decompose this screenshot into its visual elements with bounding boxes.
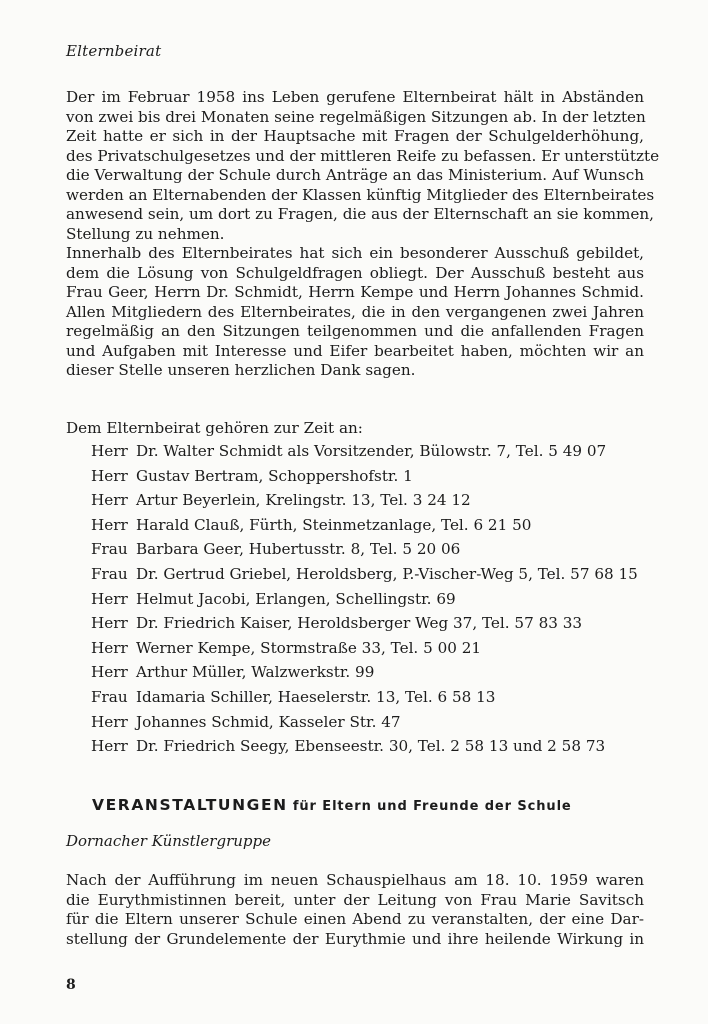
member-title: Herr	[91, 466, 128, 485]
text-line: Innerhalb des Elternbeirates hat sich ein besonderer Ausschuß gebildet,	[66, 244, 644, 262]
member-details: Werner Kempe, Stormstraße 33, Tel. 5 00 21	[136, 638, 482, 657]
member-title: Herr	[91, 442, 128, 460]
list-item	[91, 660, 638, 685]
list-item	[91, 537, 638, 562]
list-item	[91, 464, 638, 489]
page-number: 8	[66, 977, 76, 993]
list-item	[91, 636, 638, 661]
list-item	[91, 562, 638, 587]
member-title: Herr	[91, 712, 128, 731]
member-details: Idamaria Schiller, Haeselerstr. 13, Tel. 6 58 13	[136, 687, 496, 706]
text-line: dieser Stelle unseren herzlichen Dank sagen.	[66, 361, 416, 379]
members-list	[91, 439, 638, 759]
members-intro: Dem Elternbeirat gehören zur Zeit an:	[66, 419, 363, 437]
text-line: Zeit hatte er sich in der Hauptsache mit Fragen der Schulgelderhöhung,	[66, 127, 644, 145]
list-item	[91, 685, 638, 710]
text-line: die Verwaltung der Schule durch Anträge an das Ministerium. Auf Wunsch	[66, 166, 644, 184]
text-line: dem die Lösung von Schulgeldfragen obliegt. Der Ausschuß besteht aus	[66, 263, 644, 282]
member-details: Artur Beyerlein, Krelingstr. 13, Tel. 3 24 12	[136, 491, 471, 510]
text-line: des Privatschulgesetzes und der mittleren Reife zu befassen. Er unterstützte	[66, 146, 660, 165]
member-title: Herr	[91, 663, 128, 682]
member-title: Frau	[91, 564, 128, 583]
member-details: Dr. Walter Schmidt als Vorsitzender, Bülowstr. 7, Tel. 5 49 07	[136, 442, 607, 460]
section-title-main: VERANSTALTUNGEN	[92, 796, 288, 814]
member-details: Barbara Geer, Hubertusstr. 8, Tel. 5 20 06	[136, 540, 461, 559]
paragraph-dornacher	[66, 871, 644, 949]
text-line: und Aufgaben mit Interesse und Eifer bearbeitet haben, möchten wir an	[66, 341, 644, 360]
section-title-rest: für Eltern und Freunde der Schule	[292, 799, 572, 814]
text-line: regelmäßig an den Sitzungen teilgenommen und die anfallenden Fragen	[66, 322, 644, 340]
paragraph-elternbeirat	[66, 88, 660, 381]
member-title: Herr	[91, 491, 128, 510]
member-details: Gustav Bertram, Schoppershofstr. 1	[136, 466, 413, 485]
text-line: von zwei bis drei Monaten seine regelmäßigen Sitzungen ab. In der letzten	[66, 107, 646, 126]
list-item	[91, 513, 638, 538]
list-item	[91, 734, 638, 759]
member-title: Herr	[91, 515, 128, 534]
member-title: Frau	[91, 687, 128, 706]
text-line: Frau Geer, Herrn Dr. Schmidt, Herrn Kempe und Herrn Johannes Schmid.	[66, 283, 644, 301]
member-title: Herr	[91, 589, 128, 608]
member-details: Dr. Friedrich Seegy, Ebenseestr. 30, Tel. 2 58 13 und 2 58 73	[136, 737, 606, 756]
text-line: Stellung zu nehmen.	[66, 224, 225, 243]
member-title: Herr	[91, 638, 128, 657]
text-line: Allen Mitgliedern des Elternbeirates, die in den vergangenen zwei Jahren	[66, 302, 644, 321]
text-line: für die Eltern unserer Schule einen Abend zu veranstalten, der eine Dar-	[66, 910, 644, 928]
member-details: Harald Clauß, Fürth, Steinmetzanlage, Tel. 6 21 50	[136, 515, 532, 534]
list-item	[91, 587, 638, 612]
member-title: Herr	[91, 614, 128, 633]
text-line: Nach der Aufführung im neuen Schauspielhaus am 18. 10. 1959 waren	[66, 871, 644, 889]
text-line: werden an Elternabenden der Klassen künftig Mitglieder des Elternbeirates	[66, 185, 655, 204]
list-item	[91, 710, 638, 735]
text-line: die Eurythmistinnen bereit, unter der Leitung von Frau Marie Savitsch	[66, 890, 644, 909]
list-item	[91, 439, 638, 464]
section-heading-elternbeirat: Elternbeirat	[66, 42, 162, 60]
member-details: Arthur Müller, Walzwerkstr. 99	[136, 663, 375, 682]
member-title: Frau	[91, 540, 128, 559]
text-line: Der im Februar 1958 ins Leben gerufene Elternbeirat hält in Abständen	[66, 88, 644, 106]
section-title-veranstaltungen	[92, 795, 572, 814]
text-line: stellung der Grundelemente der Eurythmie und ihre heilende Wirkung in	[66, 929, 644, 948]
member-details: Dr. Gertrud Griebel, Heroldsberg, P.-Vischer-Weg 5, Tel. 57 68 15	[136, 564, 638, 583]
member-title: Herr	[91, 737, 128, 756]
list-item	[91, 611, 638, 636]
section-heading-dornacher: Dornacher Künstlergruppe	[66, 832, 271, 850]
list-item	[91, 488, 638, 513]
member-details: Helmut Jacobi, Erlangen, Schellingstr. 69	[136, 589, 456, 608]
member-details: Dr. Friedrich Kaiser, Heroldsberger Weg 37, Tel. 57 83 33	[136, 614, 583, 633]
member-details: Johannes Schmid, Kasseler Str. 47	[136, 712, 401, 731]
text-line: anwesend sein, um dort zu Fragen, die aus der Elternschaft an sie kommen,	[66, 205, 654, 223]
